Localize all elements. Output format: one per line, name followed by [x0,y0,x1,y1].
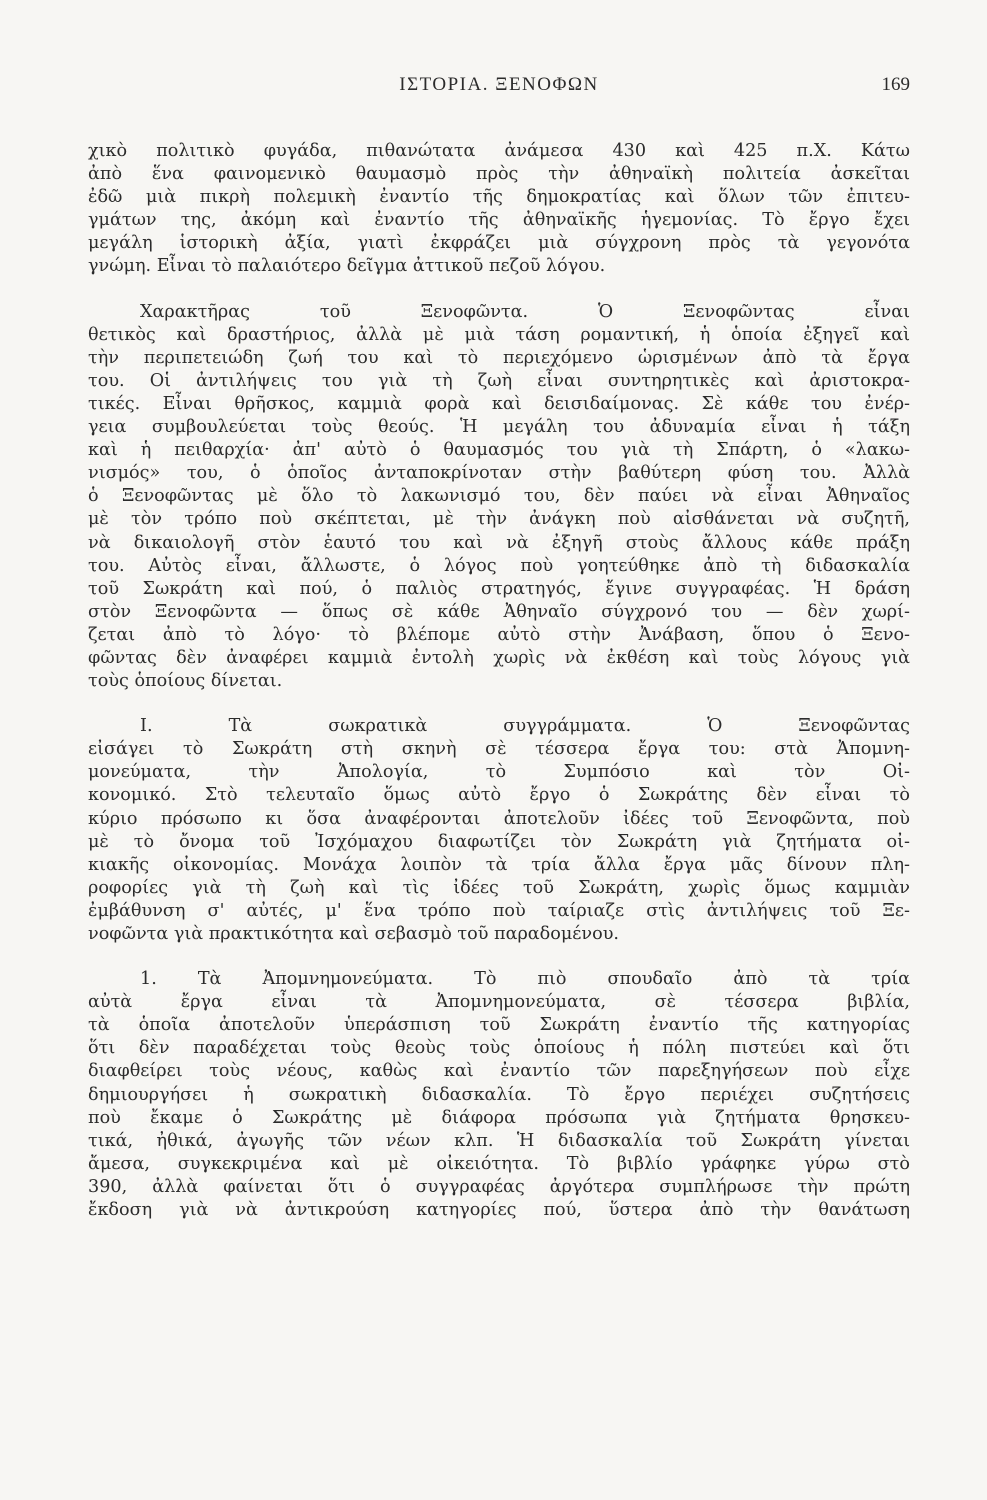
text-line: χικὸ πολιτικὸ φυγάδα, πιθανώτατα ἀνάμεσα 430 καὶ 425 π.Χ. Κάτω [88,141,910,161]
text-line: ὅτι δὲν παραδέχεται τοὺς θεοὺς τοὺς ὁποίους ἡ πόλη πιστεύει καὶ ὅτι [88,1038,910,1059]
text-line: τοὺς ὁποίους δίνεται. [88,671,283,692]
text-line: ποὺ ἔκαμε ὁ Σωκράτης μὲ διάφορα πρόσωπα γιὰ ζητήματα θρησκευ- [88,1107,910,1128]
text-line: του. Οἱ ἀντιλήψεις του γιὰ τὴ ζωὴ εἶναι συντηρητικὲς καὶ ἀριστοκρα- [88,370,910,391]
text-line: ζεται ἀπὸ τὸ λόγο· τὸ βλέπομε αὐτὸ στὴν Ἀνάβαση, ὅπου ὁ Ξενο- [88,624,910,645]
body-text [88,140,910,1222]
text-line: 390, ἀλλὰ φαίνεται ὅτι ὁ συγγραφέας ἀργότερα συμπλήρωσε τὴν πρώτη [88,1176,910,1197]
text-line: ἄμεσα, συγκεκριμένα καὶ μὲ οἰκειότητα. Τὸ βιβλίο γράφηκε γύρω στὸ [88,1153,910,1174]
text-line: ὁ Ξενοφῶντας μὲ ὅλο τὸ λακωνισμό του, δὲν παύει νὰ εἶναι Ἀθηναῖος [88,486,910,507]
text-line: τοῦ Σωκράτη καὶ πού, ὁ παλιὸς στρατηγός, ἔγινε συγγραφέας. Ἡ δράση [88,578,910,599]
text-line: κιακῆς οἰκονομίας. Μονάχα λοιπὸν τὰ τρία ἄλλα ἔργα μᾶς δίνουν πλη- [88,854,910,875]
page-header [88,74,910,104]
section-heading-line: I. Τὰ σωκρατικὰ συγγράμματα. Ὁ Ξενοφῶντας [140,716,910,737]
text-line: στὸν Ξενοφῶντα — ὅπως σὲ κάθε Ἀθηναῖο σύγχρονό του — δὲν χωρί- [88,601,910,622]
text-line: γνώμη. Εἶναι τὸ παλαιότερο δεῖγμα ἀττικοῦ πεζοῦ λόγου. [88,256,606,277]
text-line: καὶ ἡ πειθαρχία· ἀπ' αὐτὸ ὁ θαυμασμός του γιὰ τὴ Σπάρτη, ὁ «λακω- [88,440,910,461]
text-line: νὰ δικαιολογῆ στὸν ἑαυτό του καὶ νὰ ἐξηγῆ στοὺς ἄλλους κάθε πράξη [88,532,910,553]
page-number: 169 [881,74,910,95]
section-heading-line: 1. Τὰ Ἀπομνημονεύματα. Τὸ πιὸ σπουδαῖο ἀπὸ τὰ τρία [140,969,910,990]
text-line: κονομικό. Στὸ τελευταῖο ὅμως αὐτὸ ἔργο ὁ Σωκράτης δὲν εἶναι τὸ [88,785,910,806]
text-line: του. Αὐτὸς εἶναι, ἄλλωστε, ὁ λόγος ποὺ γοητεύθηκε ἀπὸ τὴ διδασκαλία [88,555,910,576]
text-line: ἐδῶ μιὰ πικρὴ πολεμικὴ ἐναντίο τῆς δημοκρατίας καὶ ὅλων τῶν ἐπιτευ- [88,187,910,208]
text-line: γμάτων της, ἀκόμη καὶ ἐναντίο τῆς ἀθηναϊκῆς ἡγεμονίας. Τὸ ἔργο ἔχει [88,210,910,231]
text-line: κύριο πρόσωπο κι ὅσα ἀναφέρονται ἀποτελοῦν ἰδέες τοῦ Ξενοφῶντα, ποὺ [88,808,910,829]
text-line: τὴν περιπετειώδη ζωή του καὶ τὸ περιεχόμενο ὡρισμένων ἀπὸ τὰ ἔργα [88,347,910,368]
text-line: αὐτὰ ἔργα εἶναι τὰ Ἀπομνημονεύματα, σὲ τέσσερα βιβλία, [88,992,910,1013]
text-line: ἔκδοση γιὰ νὰ ἀντικρούση κατηγορίες πού, ὕστερα ἀπὸ τὴν θανάτωση [88,1200,910,1221]
paragraph-intro-continuation [88,140,910,279]
text-line: γεια συμβουλεύεται τοὺς θεούς. Ἡ μεγάλη του ἀδυναμία εἶναι ἡ τάξη [88,417,910,438]
running-title: ΙΣΤΟΡΙΑ. ΞΕΝΟΦΩΝ [399,74,599,95]
paragraph-character [88,301,910,694]
paragraph-memorabilia [88,968,910,1222]
text-line: μὲ τὸν τρόπο ποὺ σκέπτεται, μὲ τὴν ἀνάγκη ποὺ αἰσθάνεται νὰ συζητῆ, [88,509,910,530]
text-line: ἀπὸ ἕνα φαινομενικὸ θαυμασμὸ πρὸς τὴν ἀθηναϊκὴ πολιτεία ἀσκεῖται [88,164,910,185]
section-heading-line: Χαρακτῆρας τοῦ Ξενοφῶντα. Ὁ Ξενοφῶντας εἶναι [140,301,910,322]
text-line: νοφῶντα γιὰ πρακτικότητα καὶ σεβασμὸ τοῦ παραδομένου. [88,924,619,944]
text-line: θετικὸς καὶ δραστήριος, ἀλλὰ μὲ μιὰ τάση ρομαντική, ἡ ὁποία ἐξηγεῖ καὶ [88,324,910,345]
text-line: μεγάλη ἱστορικὴ ἀξία, γιατὶ ἐκφράζει μιὰ σύγχρονη πρὸς τὰ γεγονότα [88,233,910,254]
text-line: δημιουργήσει ἡ σωκρατικὴ διδασκαλία. Τὸ ἔργο περιέχει συζητήσεις [88,1084,910,1105]
text-line: ροφορίες γιὰ τὴ ζωὴ καὶ τὶς ἰδέες τοῦ Σωκράτη, χωρὶς ὅμως καμμιὰν [88,877,910,898]
paragraph-socratic-writings [88,715,910,946]
text-line: τὰ ὁποῖα ἀποτελοῦν ὑπεράσπιση τοῦ Σωκράτη ἐναντίο τῆς κατηγορίας [88,1015,910,1036]
text-line: τικά, ἠθικά, ἀγωγῆς τῶν νέων κλπ. Ἡ διδασκαλία τοῦ Σωκράτη γίνεται [88,1130,910,1151]
text-line: φῶντας δὲν ἀναφέρει καμμιὰ ἐντολὴ χωρὶς νὰ ἐκθέση καὶ τοὺς λόγους γιὰ [88,647,910,668]
text-line: διαφθείρει τοὺς νέους, καθὼς καὶ ἐναντίο τῶν παρεξηγήσεων ποὺ εἶχε [88,1061,910,1082]
text-line: μὲ τὸ ὄνομα τοῦ Ἰσχόμαχου διαφωτίζει τὸν Σωκράτη γιὰ ζητήματα οἰ- [88,831,910,852]
text-line: ἐμβάθυνση σ' αὐτές, μ' ἕνα τρόπο ποὺ ταίριαζε στὶς ἀντιλήψεις τοῦ Ξε- [88,900,910,921]
text-line: εἰσάγει τὸ Σωκράτη στὴ σκηνὴ σὲ τέσσερα ἔργα του: στὰ Ἀπομνη- [88,739,910,760]
text-line: νισμός» του, ὁ ὁποῖος ἀνταποκρίνοταν στὴν βαθύτερη φύση του. Ἀλλὰ [88,463,910,484]
text-line: τικές. Εἶναι θρῆσκος, καμμιὰ φορὰ καὶ δεισιδαίμονας. Σὲ κάθε του ἐνέρ- [88,393,910,414]
text-line: μονεύματα, τὴν Ἀπολογία, τὸ Συμπόσιο καὶ τὸν Οἰ- [88,762,910,783]
